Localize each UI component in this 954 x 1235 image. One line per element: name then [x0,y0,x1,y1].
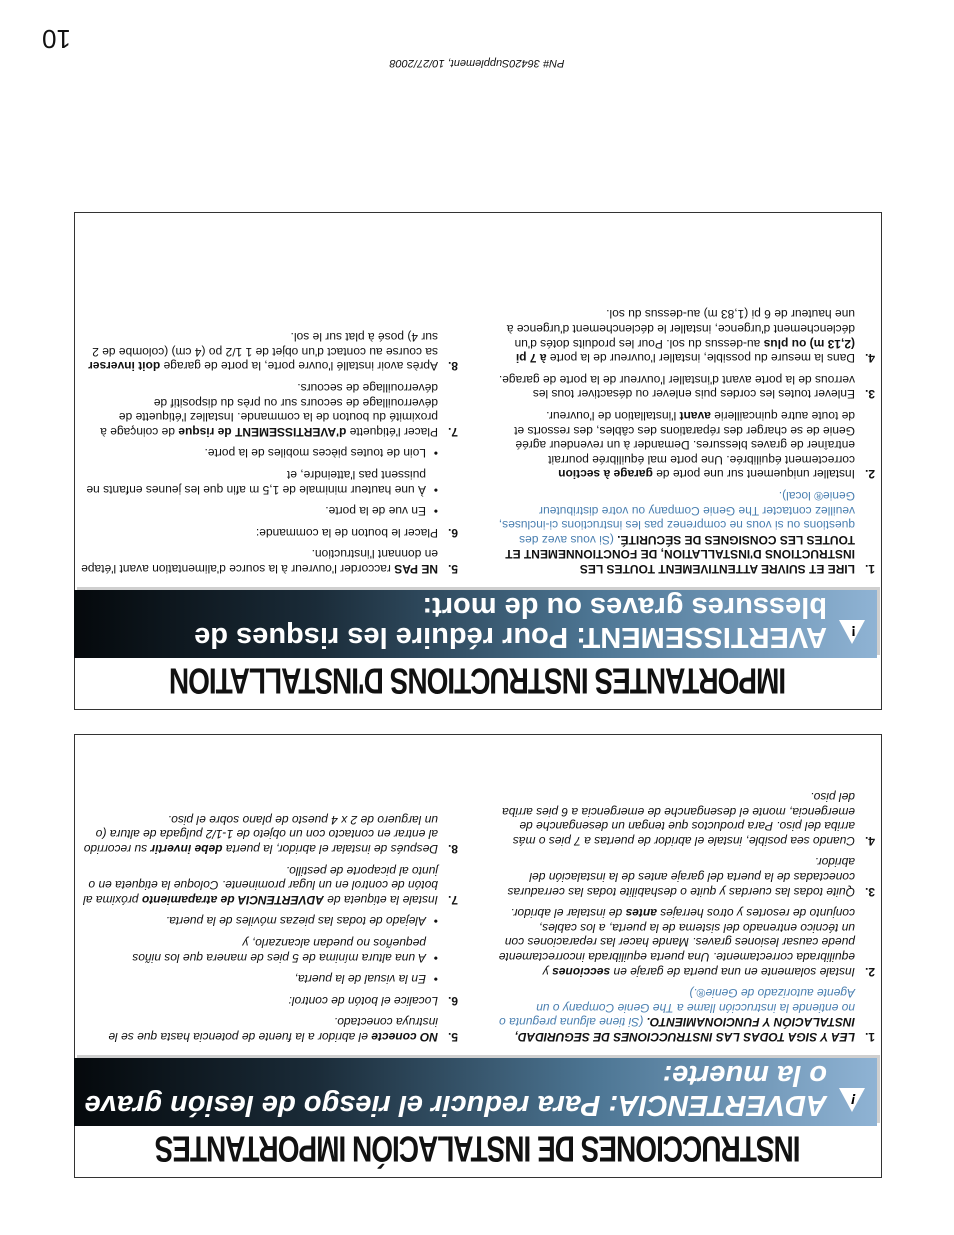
bullet-item: • En la visual de la puerta, [294,972,438,987]
spanish-right-column [81,741,458,1044]
spanish-title: INSTRUCCIONES DE INSTALACIÓN IMPORTANTES [155,1128,801,1169]
list-item: 7. Placer l'étiquette d'AVERTISSEMENT de risque de coinçage à proximité du bouton de la commande. Installez l'étiquette de déverrouillage de secours sur ou près du dispositif de déverrouillage de secours. [100,381,458,439]
list-item: 5. NO conecte el abridor a la fuente de potencia hasta que se le instruya conectado. [108,1015,458,1044]
list-item: 2. Instale solamente en una puerta de garaje en secciones y equilibrada correctamente. Una puerta equilibrada incorrectamente puede causar lesiones graves. Mande hacer las reparaciones con un técnico entrenado del sistema de la puerta, a los cables, conjunto de resortes y otros herrajes antes de instalar el abridor. [498,906,875,979]
bullet-item: • Alejado de todas las piezas móviles de la puerta. [165,914,438,929]
warning-icon: ! [839,1088,865,1112]
spanish-columns [81,741,875,1044]
spanish-warning-banner [74,1058,877,1126]
page-number: 10 [42,24,71,54]
list-item: 8. Después de instalar el abridor, la puerta debe invertir su recorrido al entrar en contacto con un objeto de 1-1/2 pulgada de altura (o un larguero de 2 x 4 puesto de plano sobre el piso. [83,812,458,857]
spanish-instructions-box [74,734,882,1178]
part-number-footer: PN# 36420Supplement, 10/27/2008 [389,57,565,69]
list-item: 5. NE PAS raccorder l'ouvreur à la source d'alimentation avant l'étape en donnant l'instruction. [81,547,458,576]
list-item: 6. Placer le bouton de la commande: [255,525,458,540]
french-warning-text: AVERTISSEMENT: Pour réduire les risques de blessures graves ou de mort: [194,591,827,653]
french-instructions-box [74,212,882,710]
french-left-column [498,219,875,576]
list-item: 1. LEA Y SIGA TODAS LAS INSTRUCCIONES DE SEGURIDAD, INSTALACIÓN Y FUNCIONAMIENTO. (Si tiene alguna pregunta o no entiende la instrucción llame a The Genie Company o un Agente autorizado de Genie®.) [499,986,875,1044]
list-item: 4. Dans la mesure du possible, installer l'ouvreur de la porte à 7 pi (2,13 m) ou plus au-dessus du sol. Pour les produits dotés d'un déclenchement d'urgence, installer le déclenchement d'urgence à une hauteur de 6 pi (1,83 m) au-dessus du sol. [506,307,875,366]
list-item: 2. Installer uniquement sur une porte de garage à section correctement équilibrée. Une porte mal équilibrée pourrait entraîner de graves blessures. Demander à un revendeur agréé Genie de se charger des réparations des câbles, des ressorts et de toute autre quincaillerie avant l'installation de l'ouvreur. [514,409,875,482]
list-item: 6. Localice el botón de control: [288,993,458,1008]
list-item: 3. Enlever toutes les cordes puis enlever ou désactiver tous les verrous de la porte avant d'installer l'ouvreur de la porte de garage. [498,372,875,402]
french-title: IMPORTANTES INSTRUCTIONS D'INSTALLATION [169,660,787,701]
list-item: 7. Instale la etiqueta de ADVERTENCIA de atrapamiento próxima al botón de control en un lugar prominente. Coloque la etiqueta en o junto al picaporte de pestillo. [83,863,458,907]
list-item: 3. Quite todas las cuerdas y quite o deshabilite todas las cerraduras conectadas de la puerta del garaje antes de la instalación del abridor. [507,855,875,899]
french-right-column [81,219,458,576]
spanish-warning-text: ADVERTENCIA: Para reducir el riesgo de lesión grave o la muerte: [84,1059,827,1121]
warning-icon: ! [839,620,865,644]
list-item: 8. Après avoir installé l'ouvre porte, la porte de garage doit inverser sa course au contact d'un objet de 1 1/2 po (4 cm) (colombe de 2 sur 4) posé à plat sur le sol. [88,330,458,374]
bullet-item: • Loin de toutes pièces mobiles de la porte. [204,446,438,461]
list-item: 1. LIRE ET SUIVRE ATTENTIVEMENT TOUTES LES INSTRUCTIONS D'INSTALLATION, DE FONCTIONNEMENT ET TOUTES LES CONSIGNES DE SÉCURITÉ. (Si vous avez des questions ou si vous ne comprenez pas les instructions ci-incluses, veuillez contacter The Genie Company ou votre distributeur Genie® local). [498,489,875,576]
french-warning-banner [74,590,877,658]
french-columns [81,219,875,576]
bullet-item: • A una altura mínima de 5 pies de manera que los niños pequeños no puedan alcanzarlo, y [132,936,438,965]
bullet-item: • À une hauteur minimale de 1,5 m afin que les jeunes enfants ne puissent pas l'atteindre, et [86,468,438,497]
spanish-left-column [498,741,875,1044]
list-item: 4. Cuando sea posible, instale el abridor de puertas a 7 pies o más arriba del piso. Para productos que tengan un desenganche de emergencia, monte el desenganche de emergencia a 6 pies arriba del piso. [502,790,875,848]
bullet-item: • En vue de la porte. [325,504,438,519]
